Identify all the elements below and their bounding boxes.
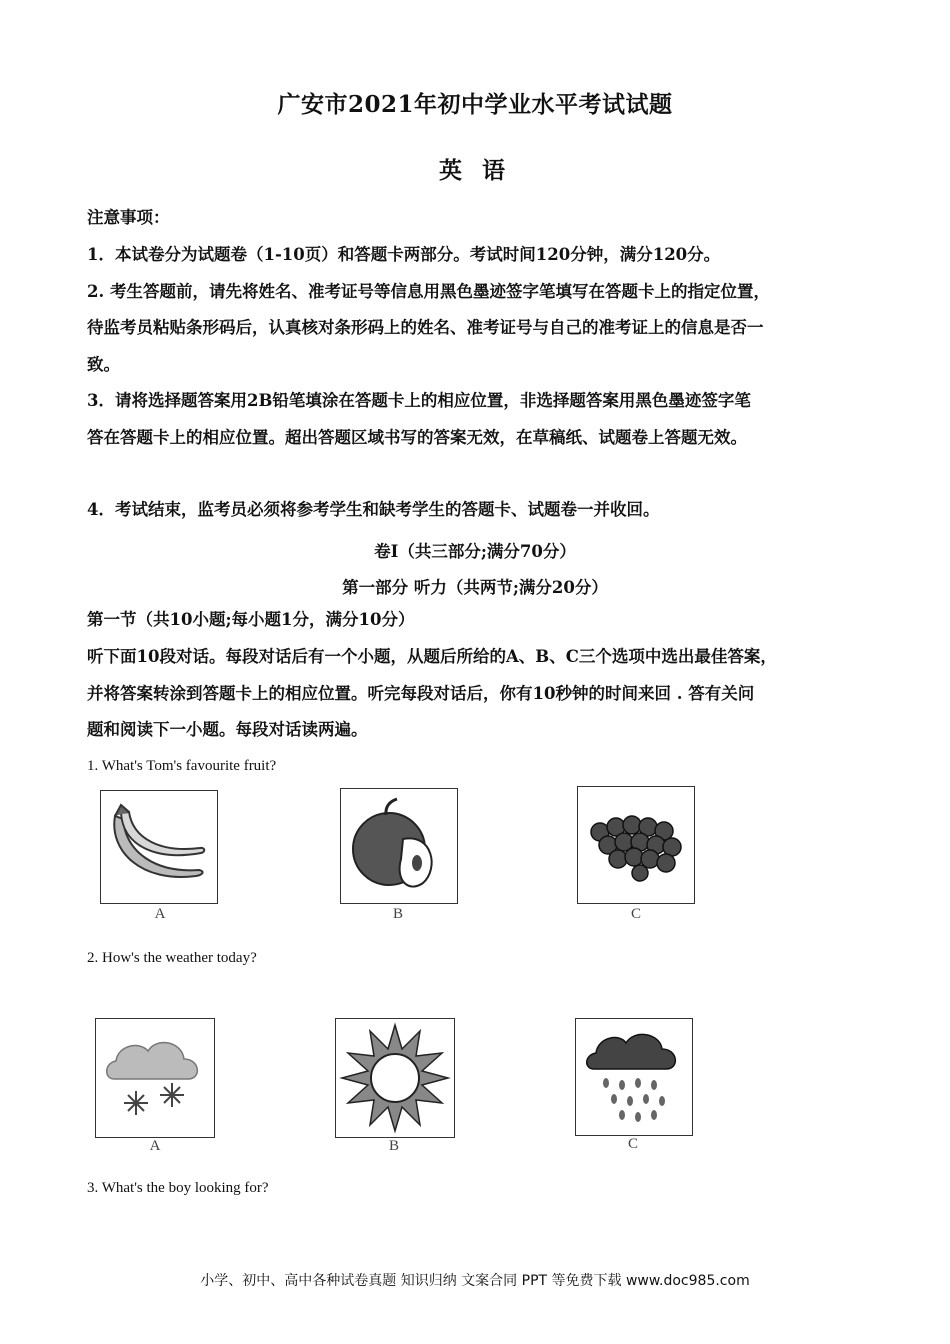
question-2-text: 2. How's the weather today? xyxy=(87,950,257,966)
exam-title: 广安市2021年初中学业水平考试试题 xyxy=(277,91,673,118)
option-2c-label: C xyxy=(627,1136,638,1152)
grapes-icon xyxy=(578,787,694,903)
subject-title: 英 语 xyxy=(438,157,511,184)
snow-icon xyxy=(96,1019,214,1137)
question-3-text: 3. What's the boy looking for? xyxy=(87,1180,269,1196)
option-1c-picture[interactable] xyxy=(577,786,695,904)
notice-item-3: 3．请将选择题答案用2B铅笔填涂在答题卡上的相应位置，非选择题答案用黑色墨迹签字笔 xyxy=(87,391,751,410)
instructions-line-2: 并将答案转涂到答题卡上的相应位置。听完每段对话后，你有10秒钟的时间来回 . 答有关问 xyxy=(87,684,755,703)
option-1c-label: C xyxy=(630,906,641,922)
notice-item-2: 2. 考生答题前，请先将姓名、准考证号等信息用黑色墨迹签字笔填写在答题卡上的指定位置， xyxy=(87,282,770,301)
banana-icon xyxy=(101,791,217,903)
option-1b-picture[interactable] xyxy=(340,788,458,904)
notice-item-2-cont: 待监考员粘贴条形码后，认真核对条形码上的姓名、准考证号与自己的准考证上的信息是否一 xyxy=(87,318,764,337)
notice-item-3-cont: 答在答题卡上的相应位置。超出答题区域书写的答案无效，在草稿纸、试题卷上答题无效。 xyxy=(87,428,747,447)
notice-item-2-end: 致。 xyxy=(87,355,120,374)
part-heading: 第一部分 听力（共两节;满分20分） xyxy=(342,578,608,597)
option-2a-label: A xyxy=(149,1138,161,1154)
notice-item-4: 4．考试结束，监考员必须将参考学生和缺考学生的答题卡、试题卷一并收回。 xyxy=(87,500,660,519)
option-2b-label: B xyxy=(388,1138,399,1154)
question-1-text: 1. What's Tom's favourite fruit? xyxy=(87,758,277,774)
sun-icon xyxy=(336,1019,454,1137)
option-2b-picture[interactable] xyxy=(335,1018,455,1138)
apple-icon xyxy=(341,789,457,903)
rain-icon xyxy=(576,1019,692,1135)
option-1a-picture[interactable] xyxy=(100,790,218,904)
option-2a-picture[interactable] xyxy=(95,1018,215,1138)
option-1b-label: B xyxy=(392,906,403,922)
page-footer: 小学、初中、高中各种试卷真题 知识归纳 文案合同 PPT 等免费下载 www.doc985.com xyxy=(200,1273,750,1289)
instructions-line-1: 听下面10段对话。每段对话后有一个小题，从题后所给的A、B、C三个选项中选出最佳答案， xyxy=(87,647,777,666)
volume-heading: 卷I（共三部分;满分70分） xyxy=(374,542,576,561)
notice-heading: 注意事项： xyxy=(87,208,170,227)
section-heading: 第一节（共10小题;每小题1分，满分10分） xyxy=(87,610,415,629)
option-1a-label: A xyxy=(154,906,166,922)
notice-item-1: 1．本试卷分为试题卷（1-10页）和答题卡两部分。考试时间120分钟，满分120分。 xyxy=(87,245,721,264)
instructions-line-3: 题和阅读下一小题。每段对话读两遍。 xyxy=(87,720,368,739)
option-2c-picture[interactable] xyxy=(575,1018,693,1136)
